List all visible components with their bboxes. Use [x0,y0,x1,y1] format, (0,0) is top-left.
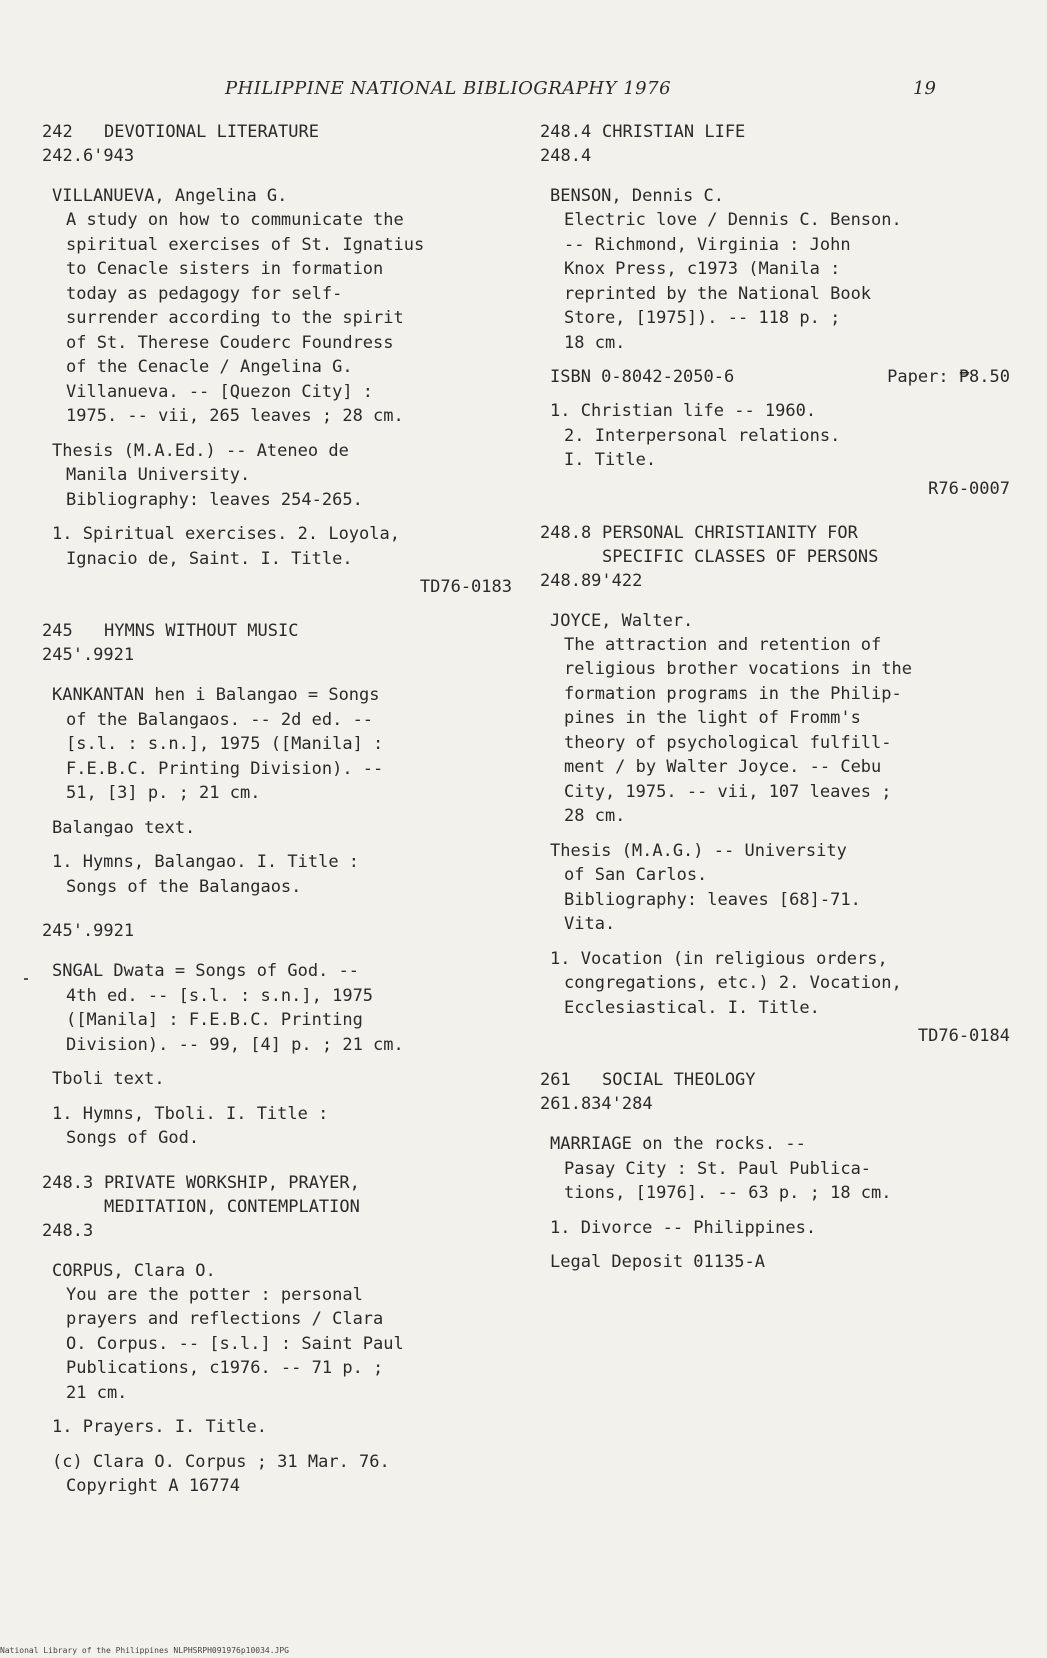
heading-number: 248.4 [540,122,592,142]
heading-number: 248.8 [540,522,592,543]
entry-paragraph: 1. Prayers. I. Title. [52,1417,267,1437]
bib-entry [52,959,512,1151]
left-column [42,120,512,1519]
entry-paragraph: MARRIAGE on the rocks. -- Pasay City : St. Paul Publica- tions, [1976]. -- 63 p. ; 18 cm. [550,1134,892,1203]
bib-entry [52,184,512,599]
bib-section [540,521,1010,1049]
bib-entry [52,1259,512,1499]
entry-paragraph: 1. Christian life -- 1960. 2. Interpersonal relations. I. Title. [550,401,841,470]
class-number: 248.4 [540,146,592,166]
bib-entry [550,1132,1010,1275]
price: Paper: ₱8.50 [887,367,1010,387]
bib-entry [52,683,512,899]
entry-paragraph: A study on how to communicate the spiritual exercises of St. Ignatius to Cenacle sisters in formation today as pedagogy for self- surrender according to the spirit of St. Therese Couderc Foundress of the Cenacle / Angelina G. Villanueva. -- [Quezon City] : 1975. -- vii, 265 leaves ; 28 cm. [66,210,425,426]
heading-number: 242 [42,122,73,142]
entry-paragraph: Balangao text. [52,817,196,838]
entry-paragraph: Thesis (M.A.G.) -- University of San Carlos. Bibliography: leaves [68]-71. Vita. [550,840,861,934]
right-column [540,120,1010,1295]
page-number: 19 [913,78,936,99]
section-heading [42,619,512,643]
class-number: 248.3 [42,1220,94,1241]
margin-mark [24,978,28,980]
entry-paragraph: (c) Clara O. Corpus ; 31 Mar. 76. Copyright A 16774 [52,1451,390,1496]
heading-text: CHRISTIAN LIFE [602,122,746,142]
entry-author: JOYCE, Walter. [550,610,694,631]
heading-number: 261 [540,1070,571,1090]
entry-paragraph: 1. Spiritual exercises. 2. Loyola, Ignacio de, Saint. I. Title. [52,524,400,569]
heading-text: PERSONAL CHRISTIANITY FOR SPECIFIC CLASSES OF PERSONS [602,522,879,567]
entry-author: BENSON, Dennis C. [550,186,724,206]
entry-paragraph: 1. Divorce -- Philippines. [550,1217,817,1238]
control-number: TD76-0184 [917,1026,1010,1046]
section-heading [42,1171,512,1219]
bib-section [42,919,512,1151]
bib-entry [550,184,1010,501]
isbn: ISBN 0-8042-2050-6 [550,367,735,387]
isbn-row [550,365,1010,389]
bib-section [42,120,512,599]
heading-text: DEVOTIONAL LITERATURE [104,122,319,142]
scan-footer: National Library of the Philippines NLPHSRPH091976p10034.JPG [0,1646,289,1655]
control-number: TD76-0183 [419,577,512,597]
section-heading [540,1068,1010,1092]
entry-paragraph: Tboli text. [52,1069,165,1089]
section-heading [42,120,512,144]
bib-entry [550,609,1010,1049]
bib-section [540,120,1010,501]
heading-text: HYMNS WITHOUT MUSIC [104,621,299,641]
section-heading [540,521,1010,569]
heading-number: 245 [42,621,73,641]
bib-section [540,1068,1010,1275]
entry-paragraph: Thesis (M.A.Ed.) -- Ateneo de Manila University. Bibliography: leaves 254-265. [52,440,363,510]
entry-paragraph: Electric love / Dennis C. Benson. -- Richmond, Virginia : John Knox Press, c1973 (Manila : reprinted by the National Book Store, [1975]). -- 118 p. ; 18 cm. [564,210,902,353]
entry-paragraph: KANKANTAN hen i Balangao = Songs of the Balangaos. -- 2d ed. -- [s.l. : s.n.], 1975 ([Manila] : F.E.B.C. Printing Division). -- 51, [3] p. ; 21 cm. [52,685,384,803]
class-number: 248.89'422 [540,570,643,591]
entry-paragraph: Legal Deposit 01135-A [550,1252,765,1272]
class-number: 245'.9921 [42,921,135,941]
heading-text: PRIVATE WORKSHIP, PRAYER, MEDITATION, CONTEMPLATION [104,1172,360,1217]
entry-paragraph: 1. Vocation (in religious orders, congregations, etc.) 2. Vocation, Ecclesiastical. I. Title. [550,948,902,1018]
entry-paragraph: You are the potter : personal prayers and reflections / Clara O. Corpus. -- [s.l.] : Saint Paul Publications, c1976. -- 71 p. ; 21 cm. [66,1284,404,1403]
bib-section [42,1171,512,1499]
entry-paragraph: 1. Hymns, Tboli. I. Title : Songs of God. [52,1103,329,1148]
entry-author: VILLANUEVA, Angelina G. [52,186,288,206]
class-number: 245'.9921 [42,645,135,665]
section-heading [540,120,1010,144]
running-head: PHILIPPINE NATIONAL BIBLIOGRAPHY 1976 [225,78,672,99]
control-number: R76-0007 [928,478,1010,499]
class-number: 261.834'284 [540,1094,653,1114]
heading-number: 248.3 [42,1172,94,1193]
heading-text: SOCIAL THEOLOGY [602,1070,756,1090]
entry-paragraph: SNGAL Dwata = Songs of God. -- 4th ed. -- [s.l. : s.n.], 1975 ([Manila] : F.E.B.C. Printing Division). -- 99, [4] p. ; 21 cm. [52,961,404,1055]
entry-paragraph: 1. Hymns, Balangao. I. Title : Songs of the Balangaos. [52,852,360,897]
entry-author: CORPUS, Clara O. [52,1260,216,1281]
class-number: 242.6'943 [42,146,135,166]
bib-section [42,619,512,899]
entry-paragraph: The attraction and retention of religious brother vocations in the formation programs in the Philip- pines in the light of Fromm's theory of psychological fulfill- ment / by Walter Joyce. -- Cebu City, 1975. -- vii, 107 leaves ; 28 cm. [564,634,912,826]
